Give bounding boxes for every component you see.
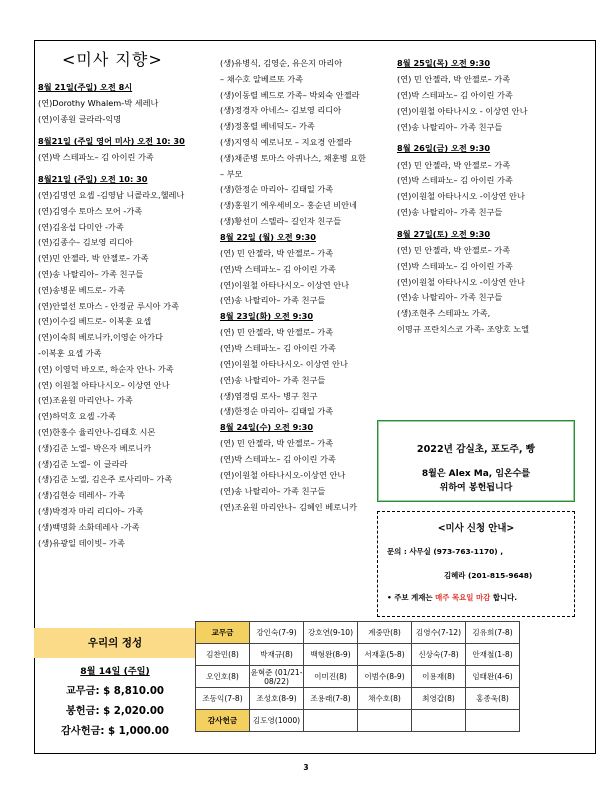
intention-item: (연)송 나탈리아– 가족 친구들 [397,121,503,132]
table-row [196,644,520,666]
intention-item: (생)김준 노엘, 김은주 로사리마– 가족 [38,474,173,485]
intention-item: (연)박 스테파노– 김 아이린 가족 [397,90,513,100]
giving-dues: 교무금: $ 8,810.00 [65,686,165,697]
intention-item: (생)정경자 아네스– 김보영 리디아 [220,105,342,116]
intention-item: (연)박 스테파노– 김 아이린 가족 [220,343,336,354]
intention-item: (연)안열선 토마스 - 안정균 루시아 가족 [38,300,179,311]
intention-item: (생)염경림 로사– 병구 친구 [220,390,318,401]
intention-item: (연)박 스테파노– 김 아이린 가족 [397,260,513,271]
intention-item: (연) 민 안젤라, 박 안젤로– 가족 [220,438,334,449]
schedule-heading: 8월 24일(수) 오전 9:30 [220,422,314,433]
intention-item: – 채수호 알베르또 가족 [220,73,304,84]
mass-intentions-column-2 [220,58,366,517]
intention-item: (연)민 안젤라, 박 안젤로– 가족 [38,253,149,264]
donor-cell: 조동익(7-8) [196,688,250,710]
intention-item: (생)이동렬 베드로 가족– 박외숙 안젤라 [220,89,360,100]
donor-cell: 강호연(9-10) [304,622,358,644]
intention-item: (생)김준 노엘– 박은자 베로니카 [38,442,152,453]
donor-cell: 홍종욱(8) [466,688,520,710]
empty-cell [304,710,358,732]
deadline-note [387,592,517,603]
mass-request-title: <미사 신청 안내> [437,523,515,534]
donor-cell: 오인호(8) [196,666,250,688]
mass-intentions-column-3 [397,58,529,340]
intention-item: (생)홍원기 에우세비오– 홍순년 비안네 [220,200,357,211]
intention-item: (생)백명화 소화데레사 -가족 [38,521,140,532]
donor-cell: 강인숙(7-9) [250,622,304,644]
schedule-heading: 8월 21일(주일) 오전 8시 [38,82,133,92]
offering-line: 8월은 Alex Ma, 임온수를 [421,469,531,479]
intention-item: (생)한정순 마리아– 김태일 가족 [220,406,334,417]
donor-cell: 김영수(7-12) [412,622,466,644]
offering-notice-box [377,420,575,502]
donor-cell: 윤혁준 (01/21-08/22) [250,667,303,686]
table-row [196,688,520,710]
donor-cell: 임태완(4-6) [466,666,520,688]
schedule-heading: 8월 23일(화) 오전 9:30 [220,311,314,322]
intention-item: (연)송 나탈리아– 가족 친구들 [397,292,503,303]
intention-item: (연) 민 안젤라, 박 안젤로– 가족 [220,327,334,338]
giving-body [34,658,196,742]
intention-item: (연)조윤원 마리안나– 김혜인 베로니카 [220,501,357,512]
deadline-prefix: • 주보 게재는 [387,593,436,602]
intention-item: (연)송 나탈리아– 가족 친구들 [220,485,326,496]
intention-item: (연)이원철 아타나시오 -이상연 안나 [397,276,525,287]
intention-item: 이명규 프란치스코 가족- 조양호 노엘 [397,323,530,334]
donor-cell: 박재규(8) [250,644,304,666]
intention-item: (연)송 나탈리아– 가족 친구들 [397,206,503,217]
donor-cell: 이미진(8) [304,666,358,688]
intention-item: (생)김현승 데레사– 가족 [38,490,125,501]
deadline-highlight: 매주 목요일 마감 [435,593,491,602]
giving-summary [34,628,196,752]
intention-item: (연) 민 안젤라, 박 안젤로– 가족 [397,244,511,255]
schedule-heading: 8월 26일(금) 오전 9:30 [397,143,491,154]
intention-item: (연)이원철 아타나시오 - 이상연 안나 [397,105,528,116]
empty-cell [412,710,466,732]
intention-item: (연) 이영덕 바오로, 하순자 안나- 가족 [38,363,174,374]
donor-cell: 안재철(1-8) [466,644,520,666]
intention-item: (연)김영수 토마스 모어 -가족 [38,205,143,216]
intention-item: (생)채준병 토마스 아퀴나스, 채훈병 요한 [220,152,366,163]
contact-person: 김혜라 (201-815-9648) [444,571,533,580]
intention-item: (연)김종수– 김보영 리디아 [38,237,133,248]
donor-cell: 채수호(8) [358,688,412,710]
giving-date: 8월 14일 (주일) [80,666,150,677]
intention-item: (연)이숙희 베로니카,이영순 아가다 [38,332,163,343]
intention-item: (연)Dorothy Whalem-박 세레나 [38,98,159,109]
dues-label: 교무금 [196,622,250,644]
intention-item: (생)정홍렬 베네딕도– 가족 [220,121,315,132]
donor-cell: 서재훈(5-8) [358,644,412,666]
mass-request-box [377,511,575,617]
intention-item: (연) 민 안젤라, 박 안젤로– 가족 [397,159,511,170]
thanks-label: 감사헌금 [196,710,250,732]
schedule-heading: 8월21일 (주일 영어 미사) 오전 10: 30 [38,135,185,146]
intention-item: -이복훈 요셉 가족 [38,347,102,358]
intention-item: (연)조윤원 마리안나– 가족 [38,395,133,406]
intention-item: (연)이원철 아타나시오- 이상연 안나 [220,358,348,369]
offering-title: 2022년 감실초, 포도주, 빵 [416,444,536,455]
intention-item: (연)박 스테파노– 김 아이린 가족 [38,152,154,162]
intention-item: (연)하덕호 요셉 -가족 [38,411,116,422]
intention-item: (연)이종원 글라라-익명 [38,114,122,124]
table-row [196,666,520,688]
donor-cell: 김찬민(8) [196,644,250,666]
donor-cell: 이범수(8-9) [358,666,412,688]
intention-item: (생)한정순 마리아– 김태일 가족 [220,184,334,195]
mass-intentions-column-1 [38,82,185,553]
schedule-heading: 8월 27일(토) 오전 9:30 [397,228,491,239]
donor-cell: 최영갑(8) [412,688,466,710]
schedule-heading: 8월 22일 (월) 오전 9:30 [220,231,316,242]
schedule-heading: 8월 25일(목) 오전 9:30 [397,58,491,68]
intention-item: (연)송 나탈리아– 가족 친구들 [220,374,326,385]
page-number: 3 [303,763,309,772]
deadline-suffix: 합니다. [490,593,518,602]
contact-office: 문의 : 사무실 (973-763-1170) , [387,547,504,556]
intention-item: (연)김옹섭 다미안 -가족 [38,221,124,232]
empty-cell [466,710,520,732]
donor-cell: 이용재(8) [412,666,466,688]
offering-text [378,467,574,495]
empty-cell [358,710,412,732]
schedule-heading: 8월21일 (주일) 오전 10: 30 [38,173,148,184]
donor-table [195,621,520,732]
donor-cell: 조용래(7-8) [304,688,358,710]
page-title: <미사 지향> [62,50,163,69]
intention-item: (생)조현주 스테파노 가족, [397,308,491,319]
table-row [196,710,520,732]
intention-item: (생)지영식 예로니모 – 지요경 안젤라 [220,136,352,147]
offering-line: 위하여 봉헌됩니다 [439,483,513,493]
donor-cell: 김도영(1000) [250,710,304,732]
intention-item: (연)이원철 아타나시오 -이상연 안나 [397,191,525,202]
intention-item: (연)이원철 아타나시오– 이상연 안나 [220,279,350,290]
donor-cell: 백형완(8-9) [304,644,358,666]
intention-item: (연) 이원철 아타나시오– 이상연 안나 [38,379,170,390]
table-row [196,622,520,644]
intention-item: (연)박 스테파노– 김 아이린 가족 [220,454,336,465]
donor-cell: 계중만(8) [358,622,412,644]
intention-item: (생)김준 노엘– 이 글라라 [38,458,128,469]
intention-item: (생)유광일 데이빗– 가족 [38,537,125,548]
donor-cell: 조성호(8-9) [250,688,304,710]
giving-thanks: 감사헌금: $ 1,000.00 [61,726,169,737]
intention-item: (연)송병문 베드로– 가족 [38,284,125,295]
intention-item: (연)박 스테파노– 김 아이린 가족 [220,263,336,274]
giving-offering: 봉헌금: $ 2,020.00 [65,706,165,717]
donor-cell: 김유희(7-8) [466,622,520,644]
donor-cell: 신상숙(7-8) [412,644,466,666]
intention-item: (연)이수길 베드로– 이복훈 요셉 [38,316,152,327]
intention-item: (생)황선미 스텔라– 길인자 친구들 [220,215,342,226]
giving-header: 우리의 정성 [34,628,196,658]
intention-item: (연) 민 안젤라, 박 안젤로– 가족 [397,74,511,85]
intention-item: (연) 민 안젤라, 박 안젤로– 가족 [220,247,334,258]
intention-item: (생)박경자 마리 리디아– 가족 [38,505,144,516]
intention-item: (연)김명연 요셉 -김영남 니콜라오,헬레나 [38,190,185,200]
intention-item: (생)유병식, 김영순, 유은지 마리아 [220,58,343,68]
intention-item: (연)박 스테파노– 김 아이린 가족 [397,175,513,186]
intention-item: – 부모 [220,168,243,179]
intention-item: (연)한홍수 율리안나-김태호 시몬 [38,426,156,437]
intention-item: (연)송 나탈리아– 가족 친구들 [220,295,326,306]
intention-item: (연)송 나탈리아– 가족 친구들 [38,268,144,279]
intention-item: (연)이원철 아타나시오-이상연 안나 [220,469,346,480]
